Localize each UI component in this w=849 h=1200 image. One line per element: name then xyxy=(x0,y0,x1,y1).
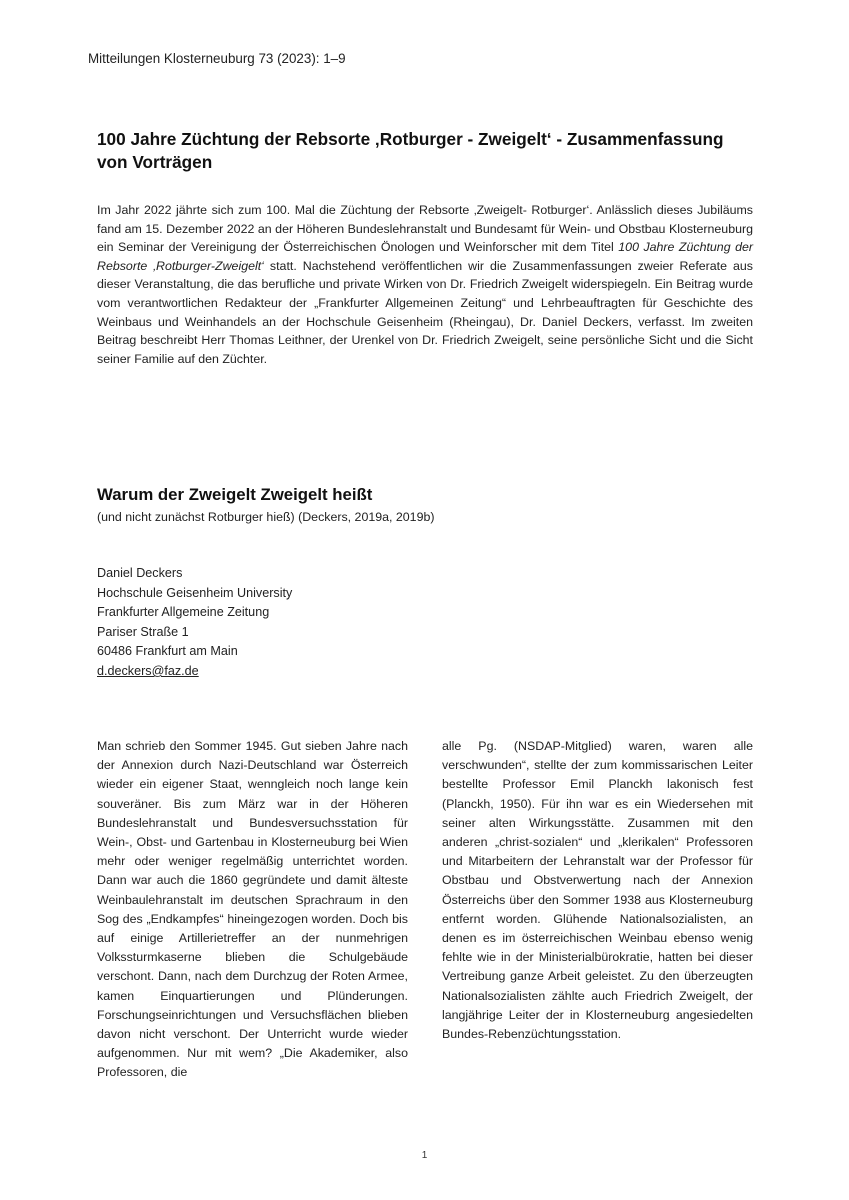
abstract-text-part1: Im Jahr 2022 jährte sich zum 100. Mal die Züchtung der Rebsorte ‚Zweigelt- Rotburger‘. Anlässlich dieses Jubiläums fand am 15. Dezember 2022 an der Höheren Bundeslehranstalt und Bundesamt für Wein- und Obstbau Klosterneuburg ein Seminar der Vereinigung der Österreichischen Önologen und Weinforscher mit dem Titel xyxy=(97,203,753,255)
main-title: 100 Jahre Züchtung der Rebsorte ‚Rotburger - Zweigelt‘ - Zusammenfassung von Vorträgen xyxy=(97,129,724,172)
author-name: Daniel Deckers xyxy=(97,566,183,580)
section-title: Warum der Zweigelt Zweigelt heißt xyxy=(97,485,373,504)
author-email-link[interactable]: d.deckers@faz.de xyxy=(97,663,199,678)
journal-header: Mitteilungen Klosterneuburg 73 (2023): 1–9 xyxy=(88,51,346,66)
author-block xyxy=(97,564,292,682)
author-affiliation-university: Hochschule Geisenheim University xyxy=(97,585,293,600)
section-subtitle: (und nicht zunächst Rotburger hieß) (Deckers, 2019a, 2019b) xyxy=(97,510,435,524)
body-column-left: Man schrieb den Sommer 1945. Gut sieben Jahre nach der Annexion durch Nazi-Deutschland war Österreich wieder ein eigener Staat, wenngleich noch lange kein souveräner. Bis zum März war in der Höheren Bundeslehranstalt und Bundesversuchsstation für Wein-, Obst- und Gartenbau in Klosterneuburg bei Wien mehr oder weniger regelmäßig unterrichtet worden. Dann war auch die 1860 gegründete und damit älteste Weinbaulehranstalt im deutschen Sprachraum in den Sog des „Endkampfes“ hineingezogen worden. Doch bis auf einige Artillerietreffer an der nunmehrigen Volkssturmkaserne blieben die Schulgebäude verschont. Dann, nach dem Durchzug der Roten Armee, kamen Einquartierungen und Plünderungen. Forschungseinrichtungen und Versuchsflächen blieben davon nicht verschont. Der Unterricht wurde wieder aufgenommen. Nur mit wem? „Die Akademiker, also Professoren, die xyxy=(97,739,408,1080)
abstract-seminar-title: 100 Jahre Züchtung der Rebsorte ‚Rotburger-Zweigelt‘ xyxy=(97,240,753,273)
body-column-right: alle Pg. (NSDAP-Mitglied) waren, waren alle verschwunden“, stellte der zum kommissarischen Leiter bestellte Professor Emil Planckh lakonisch fest (Planckh, 1950). Für ihn war es ein Wiedersehen mit seiner alten Wirkungsstätte. Zusammen mit den anderen „christ-sozialen“ und „klerikalen“ Professoren und Mitarbeitern der Lehranstalt war der Professor für Obstbau und Obstverwertung nach der Annexion Österreichs über den Sommer 1938 aus Klosterneuburg entfernt worden. Glühende Nationalsozialisten, an denen es im österreichischen Weinbau ebenso wenig fehlte wie in der Ministerialbürokratie, hatten bei dieser Vertreibung ganze Arbeit geleistet. Zu den überzeugten Nationalsozialisten zählte auch Friedrich Zweigelt, der langjährige Leiter der in Klosterneuburg angesiedelten Bundes-Rebenzüchtungsstation. xyxy=(442,739,753,1042)
author-city: 60486 Frankfurt am Main xyxy=(97,644,238,659)
page-number: 1 xyxy=(421,1150,428,1161)
abstract-paragraph xyxy=(97,201,753,368)
author-street: Pariser Straße 1 xyxy=(97,624,189,639)
abstract-text-part2: statt. Nachstehend veröffentlichen wir die Zusammenfassungen zweier Referate aus dieser Veranstaltung, die das berufliche und private Wirken von Dr. Friedrich Zweigelt widerspiegeln. Ein Beitrag wurde vom verantwortlichen Redakteur der „Frankfurter Allgemeinen Zeitung“ und Lehrbeauftragten für Geschichte des Weinbaus und Weinhandels an der Hochschule Geisenheim (Rheingau), Dr. Daniel Deckers, verfasst. Im zweiten Beitrag beschreibt Herr Thomas Leithner, der Urenkel von Dr. Friedrich Zweigelt, seine persönliche Sicht und die Sicht seiner Familie auf den Züchter. xyxy=(97,258,753,366)
author-affiliation-newspaper: Frankfurter Allgemeine Zeitung xyxy=(97,605,270,620)
